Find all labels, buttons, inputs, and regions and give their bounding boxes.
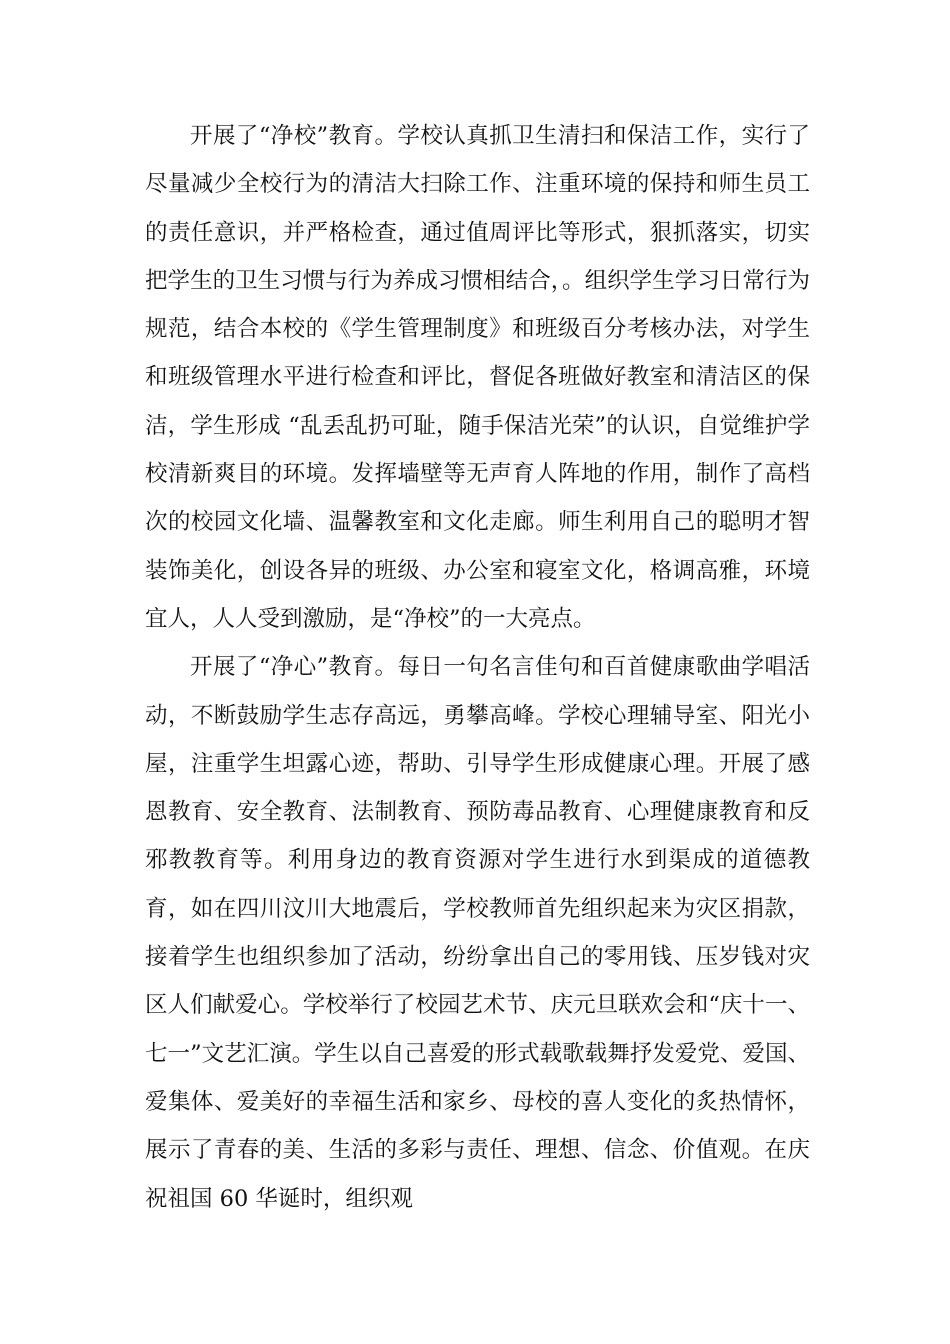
paragraph-jingxiao: 开展了“净校”教育。学校认真抓卫生清扫和保洁工作，实行了尽量减少全校行为的清洁大扫除工作、注重环境的保持和师生员工的责任意识，并严格检查，通过值周评比等形式，狠抓落实，切实把学生的卫生习惯与行为养成习惯相结合，。组织学生学习日常行为规范，结合本校的《学生管理制度》和班级百分考核办法，对学生和班级管理水平进行检查和评比，督促各班做好教室和清洁区的保洁，学生形成 “乱丢乱扔可耻，随手保洁光荣”的认识，自觉维护学校清新爽目的环境。发挥墙壁等无声育人阵地的作用，制作了高档次的校园文化墙、温馨教室和文化走廊。师生利用自己的聪明才智装饰美化，创设各异的班级、办公室和寝室文化，格调高雅，环境宜人，人人受到激励，是“净校”的一大亮点。 (145, 123, 810, 632)
paragraph-jingxin: 开展了“净心”教育。每日一句名言佳句和百首健康歌曲学唱活动，不断鼓励学生志存高远，勇攀高峰。学校心理辅导室、阳光小屋，注重学生坦露心迹，帮助、引导学生形成健康心理。开展了感恩教育、安全教育、法制教育、预防毒品教育、心理健康教育和反邪教教育等。利用身边的教育资源对学生进行水到渠成的道德教育，如在四川汶川大地震后，学校教师首先组织起来为灾区捐款，接着学生也组织参加了活动，纷纷拿出自己的零用钱、压岁钱对灾区人们献爱心。学校举行了校园艺术节、庆元旦联欢会和“庆十一、七一”文艺汇演。学生以自己喜爱的形式载歌载舞抒发爱党、爱国、爱集体、爱美好的幸福生活和家乡、母校的喜人变化的炙热情怀，展示了青春的美、生活的多彩与责任、理想、信念、价值观。在庆祝祖国 60 华诞时，组织观 (145, 654, 810, 1212)
document-body (145, 112, 810, 1223)
